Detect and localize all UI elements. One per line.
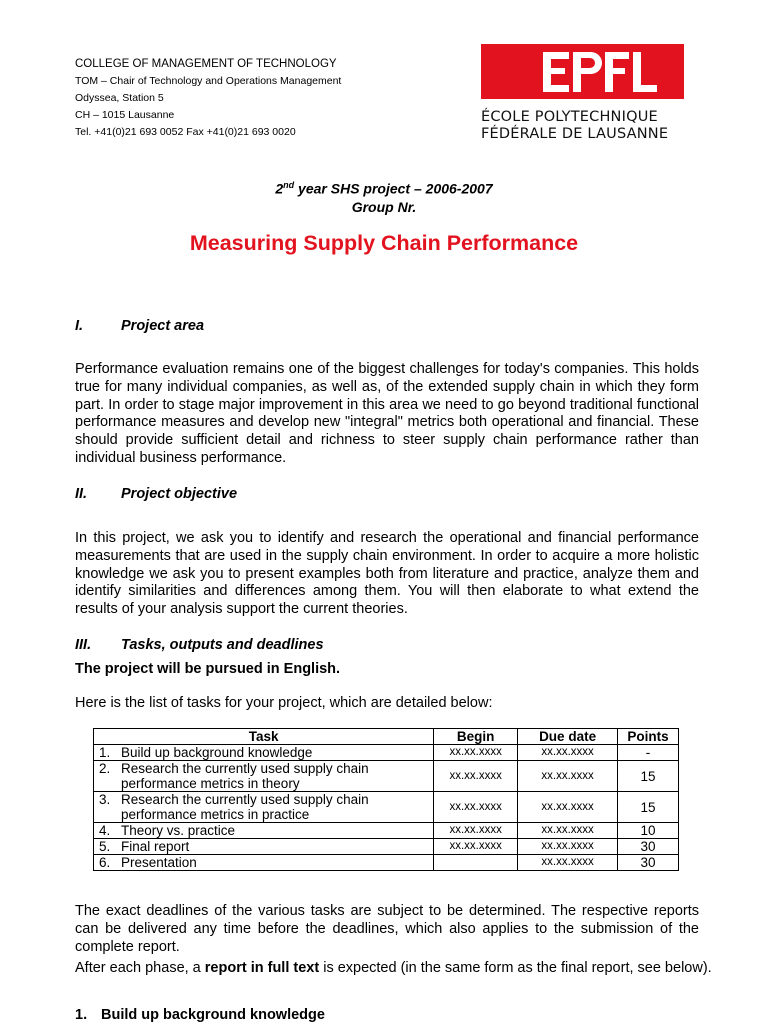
subtitle-ordinal: 2 — [275, 180, 284, 197]
task-name: Theory vs. practice — [121, 823, 236, 838]
task-points: 10 — [618, 823, 679, 839]
section-number: I. — [75, 318, 84, 334]
project-area-text: Performance evaluation remains one of the biggest challenges for today's companies. This holds true for many individual companies, as well as, of the extended supply chain in which they form part. In order to stage major improvement in this area we need to go beyond traditional functional performance measures and develop new "integral" metrics both operational and financial. These should provide sufficient detail and richness to steer supply chain performance rather than individual business performance. — [75, 361, 699, 466]
task-due: xx.xx.xxxx — [518, 745, 618, 761]
task-1-heading — [75, 1007, 325, 1023]
header-points: Points — [618, 729, 679, 745]
section-heading-tasks — [75, 637, 324, 653]
task-name: Presentation — [121, 855, 197, 870]
group-number: Group Nr. — [351, 199, 417, 215]
task-points: - — [618, 745, 679, 761]
section-number: III. — [75, 637, 92, 653]
task-points: 30 — [618, 855, 679, 871]
address-line: CH – 1015 Lausanne — [75, 109, 175, 121]
project-objective-text: In this project, we ask you to identify and research the operational and financial performance measurements that are used in the supply chain environment. In order to acquire a more holistic knowledge we ask you to present examples both from literature and practice, analyze them and identify similarities and differences among them. You will then elaborate to what extend the results of your analysis support the current theories. — [75, 530, 699, 618]
task-begin: xx.xx.xxxx — [434, 745, 518, 761]
project-subtitle — [0, 180, 768, 197]
deadlines-text: The exact deadlines of the various tasks are subject to be determined. The respective reports can be delivered any time before the deadlines, which also applies to the submission of the complete report. — [75, 903, 699, 955]
address-line: TOM – Chair of Technology and Operations Management — [75, 75, 342, 87]
task-name: Research the currently used supply chain performance metrics in practice — [121, 792, 369, 822]
section-heading-project-area — [75, 318, 204, 334]
task-number: 4. — [99, 823, 111, 838]
subtitle-rest: year SHS project – 2006-2007 — [294, 180, 493, 197]
task-points: 30 — [618, 839, 679, 855]
section-title: Tasks, outputs and deadlines — [121, 637, 324, 653]
task-number: 3. — [99, 792, 111, 807]
institution-address — [75, 56, 341, 141]
address-line: Odyssea, Station 5 — [75, 92, 164, 104]
task-points: 15 — [618, 792, 679, 823]
phase-report-note — [75, 960, 712, 976]
task-points: 15 — [618, 761, 679, 792]
table-row — [94, 792, 679, 823]
phase-text-bold: report in full text — [204, 960, 320, 976]
task-number: 5. — [99, 839, 111, 854]
task-begin: xx.xx.xxxx — [434, 839, 518, 855]
table-row — [94, 745, 679, 761]
header-begin: Begin — [434, 729, 518, 745]
task-list-intro: Here is the list of tasks for your project, which are detailed below: — [75, 695, 493, 711]
subtitle-ordinal-sup: nd — [283, 180, 295, 190]
task-name: Research the currently used supply chain performance metrics in theory — [121, 761, 369, 791]
table-row — [94, 823, 679, 839]
table-header-row — [94, 729, 679, 745]
task-due: xx.xx.xxxx — [518, 792, 618, 823]
table-row — [94, 839, 679, 855]
task-begin — [434, 855, 518, 871]
task-number: 2. — [99, 761, 111, 776]
logo-line-1: ÉCOLE POLYTECHNIQUE — [481, 109, 658, 125]
task-due: xx.xx.xxxx — [518, 761, 618, 792]
logo-line-2: FÉDÉRALE DE LAUSANNE — [481, 126, 669, 142]
header-due-date: Due date — [518, 729, 618, 745]
phase-text-before: After each phase, a — [75, 960, 205, 976]
task-due: xx.xx.xxxx — [518, 855, 618, 871]
epfl-logo — [481, 44, 684, 143]
phase-text-after: is expected (in the same form as the final report, see below). — [319, 960, 712, 976]
section-heading-project-objective — [75, 486, 237, 502]
section-number: II. — [75, 486, 88, 502]
task-number: 1. — [99, 745, 111, 760]
task-begin: xx.xx.xxxx — [434, 792, 518, 823]
task-begin: xx.xx.xxxx — [434, 823, 518, 839]
address-line: Tel. +41(0)21 693 0052 Fax +41(0)21 693 0020 — [75, 126, 296, 138]
task-1-title: Build up background knowledge — [101, 1007, 325, 1023]
table-row — [94, 855, 679, 871]
task-due: xx.xx.xxxx — [518, 839, 618, 855]
epfl-logo-mark — [481, 44, 684, 99]
task-table — [93, 728, 679, 871]
header-task: Task — [94, 729, 434, 745]
task-name: Final report — [121, 839, 190, 854]
table-row — [94, 761, 679, 792]
task-1-number: 1. — [75, 1007, 88, 1023]
address-line: COLLEGE OF MANAGEMENT OF TECHNOLOGY — [75, 58, 337, 70]
task-begin: xx.xx.xxxx — [434, 761, 518, 792]
epfl-wordmark-icon — [481, 44, 684, 99]
task-number: 6. — [99, 855, 111, 870]
task-due: xx.xx.xxxx — [518, 823, 618, 839]
language-note: The project will be pursued in English. — [75, 661, 341, 677]
task-name: Build up background knowledge — [121, 745, 313, 760]
document-title: Measuring Supply Chain Performance — [189, 231, 579, 255]
section-title: Project area — [121, 318, 205, 334]
section-title: Project objective — [121, 486, 238, 502]
